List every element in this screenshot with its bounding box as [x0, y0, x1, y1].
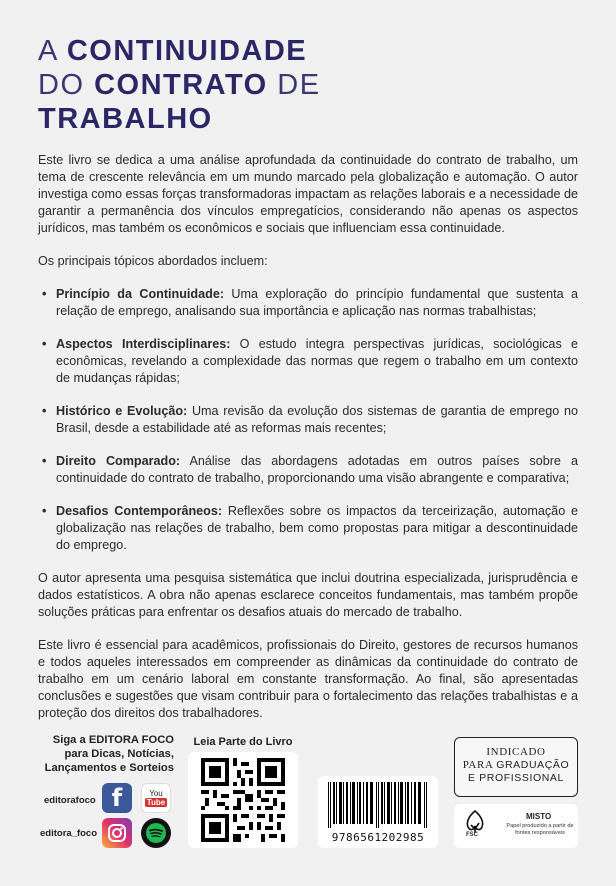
title-line-3: TRABALHO [38, 103, 213, 135]
youtube-icon[interactable] [141, 783, 171, 813]
read-excerpt-title: Leia Parte do Livro [193, 736, 293, 748]
topics-list [38, 286, 578, 554]
indicado-level-2: E PROFISSIONAL [468, 772, 564, 784]
book-title [38, 34, 321, 136]
youtube-you-text: You [149, 789, 163, 798]
instagram-handle: editora_foco [40, 828, 98, 839]
instagram-icon[interactable] [102, 818, 132, 848]
title-line-2: DO CONTRATO DE [38, 69, 321, 101]
list-item: • Desafios Contemporâneos: Reflexões sobre os impactos da terceirização, automação e globalização nas relações de trabalho, bem como propostas para mitigar a descontinuidade do emprego. [38, 503, 578, 554]
synopsis [38, 152, 578, 738]
qr-code-card[interactable] [188, 752, 298, 848]
list-item: • Princípio da Continuidade: Uma exploração do princípio fundamental que sustenta a relação de emprego, analisando sua importância e aplicação nas normas trabalhistas; [38, 286, 578, 320]
facebook-handle: editorafoco [44, 795, 96, 806]
indicado-label: INDICADO [486, 746, 546, 758]
list-item: • Aspectos Interdisciplinares: O estudo integra perspectivas jurídicas, sociológicas e econômicas, revelando a complexidade das normas que regem o trabalho em um contexto de mudanças rápidas; [38, 336, 578, 387]
list-item: • Histórico e Evolução: Uma revisão da evolução dos sistemas de garantia de emprego no Brasil, desde a estabilidade até as reformas mais recentes; [38, 403, 578, 437]
facebook-icon[interactable]: f [102, 783, 132, 813]
qr-code-icon[interactable] [201, 758, 285, 842]
intro-paragraph: Este livro se dedica a uma análise aprofundada da continuidade do contrato de trabalho, um tema de crescente relevância em um mundo marcado pela globalização e automação. O autor investiga como essas forças transformadoras impactam as relações laborais e a necessidade de garantir a permanência dos vínculos empregatícios, considerando não apenas os aspectos jurídicos, mas também os econômicos e sociais que influenciam essa continuidade. [38, 153, 578, 235]
follow-publisher-text: Siga a EDITORA FOCO para Dicas, Notícias, Lançamentos e Sorteios [44, 734, 174, 774]
fsc-brand: FSC [466, 832, 478, 838]
barcode-card [318, 776, 438, 848]
fsc-tree-icon [460, 808, 490, 844]
recommended-audience-badge [454, 737, 578, 797]
topics-intro: Os principais tópicos abordados incluem: [38, 254, 268, 268]
barcode-icon [326, 782, 430, 828]
fsc-misto: MISTO [526, 812, 552, 821]
audience-paragraph: Este livro é essencial para acadêmicos, profissionais do Direito, gestores de recursos humanos e todos aqueles interessados em compreender as dinâmicas da continuidade do contrato de trabalho em um cenário laboral em constante transformação. Ao final, são apresentadas conclusões e sugestões que visam contribuir para o fortalecimento das relações trabalhistas e a proteção dos direitos dos trabalhadores. [38, 638, 578, 720]
method-paragraph: O autor apresenta uma pesquisa sistemática que inclui doutrina especializada, jurisprudência e dados estatísticos. A obra não apenas esclarece conceitos fundamentais, mas também propõe soluções práticas para enfrentar os desafios atuais do mercado de trabalho. [38, 571, 578, 619]
indicado-para: PARA [462, 759, 497, 771]
list-item: • Direito Comparado: Análise das abordagens adotadas em outros países sobre a continuidade do contrato de trabalho, proporcionando uma visão abrangente e comparativa; [38, 453, 578, 487]
indicado-level-1: GRADUAÇÃO [496, 759, 570, 771]
fsc-certification [454, 804, 578, 848]
isbn-number: 9786561202985 [331, 831, 425, 844]
spotify-icon[interactable] [141, 818, 171, 848]
title-line-1: A CONTINUIDADE [38, 35, 308, 67]
youtube-tube-text: Tube [146, 798, 166, 807]
fsc-paper-note: Papel produzido a partir de fontes responsáveis [506, 823, 574, 836]
